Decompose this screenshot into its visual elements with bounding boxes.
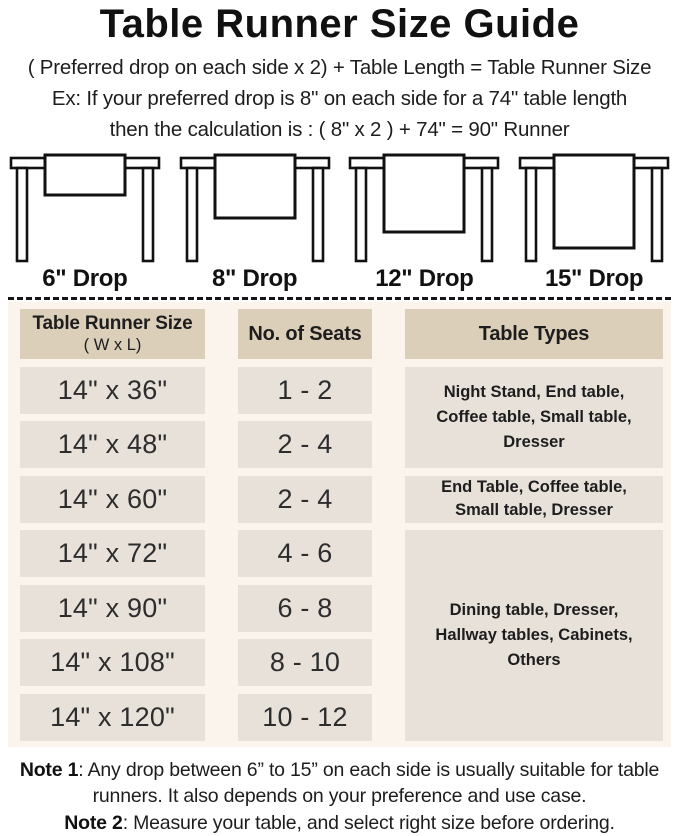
table-row-size: 14" x 60" (20, 476, 205, 523)
table-row-seats: 10 - 12 (238, 694, 372, 741)
column-header-runner-size (20, 309, 205, 359)
runner-formula-text: ( Preferred drop on each side x 2) + Table Length = Table Runner Size (27, 56, 652, 79)
header-seats-label: No. of Seats (248, 322, 362, 345)
table-row-seats: 8 - 10 (238, 639, 372, 686)
table-row-seats: 4 - 6 (238, 530, 372, 577)
table-with-runner-icon (0, 150, 170, 263)
footer-notes (2, 757, 678, 836)
dashed-divider (8, 297, 671, 300)
table-row-size: 14" x 108" (20, 639, 205, 686)
illustration-15-drop (509, 150, 679, 293)
example-line-1: Ex: If your preferred drop is 8" on each side for a 74" table length (51, 87, 628, 110)
column-header-seats (238, 309, 372, 359)
table-with-runner-icon (170, 150, 340, 263)
table-row-seats: 2 - 4 (238, 421, 372, 468)
drop-illustrations-row (0, 150, 679, 293)
drop-label-8: 8" Drop (211, 265, 298, 292)
table-row-size: 14" x 120" (20, 694, 205, 741)
size-guide-panel (8, 302, 671, 747)
header-table-types-label: Table Types (478, 322, 590, 345)
note-2-label: Note 2 (64, 811, 123, 834)
drop-label-12: 12" Drop (375, 265, 474, 292)
illustration-12-drop (340, 150, 510, 293)
illustration-6-drop (0, 150, 170, 293)
note-1 (2, 757, 678, 809)
table-with-runner-icon (509, 150, 679, 263)
table-row-size: 14" x 48" (20, 421, 205, 468)
note-1-label: Note 1 (19, 758, 79, 781)
table-row-seats: 2 - 4 (238, 476, 372, 523)
header-wxl-label: ( W x L) (83, 336, 142, 354)
page-title: Table Runner Size Guide (99, 2, 580, 46)
table-row-size: 14" x 72" (20, 530, 205, 577)
table-row-seats: 6 - 8 (238, 585, 372, 632)
table-types-group-small: Night Stand, End table, Coffee table, Small table, Dresser (405, 367, 663, 469)
column-header-table-types (405, 309, 663, 359)
size-guide-table (20, 309, 659, 741)
table-types-group-large: Dining table, Dresser, Hallway tables, Cabinets, Others (405, 530, 663, 741)
note-1-text: : Any drop between 6” to 15” on each side is usually suitable for table runners. It also depends on your preference and use case. (78, 758, 660, 807)
table-types-group-medium: End Table, Coffee table, Small table, Dresser (405, 476, 663, 523)
note-2-text: : Measure your table, and select right size before ordering. (122, 811, 615, 834)
note-2 (2, 810, 678, 836)
drop-label-6: 6" Drop (42, 265, 128, 292)
drop-label-15: 15" Drop (544, 265, 644, 292)
example-line-2: then the calculation is : ( 8" x 2 ) + 74" = 90" Runner (109, 118, 570, 141)
header-runner-size-label: Table Runner Size (32, 313, 193, 334)
table-row-seats: 1 - 2 (238, 367, 372, 414)
illustration-8-drop (170, 150, 340, 293)
table-row-size: 14" x 36" (20, 367, 205, 414)
table-row-size: 14" x 90" (20, 585, 205, 632)
table-with-runner-icon (339, 150, 509, 263)
